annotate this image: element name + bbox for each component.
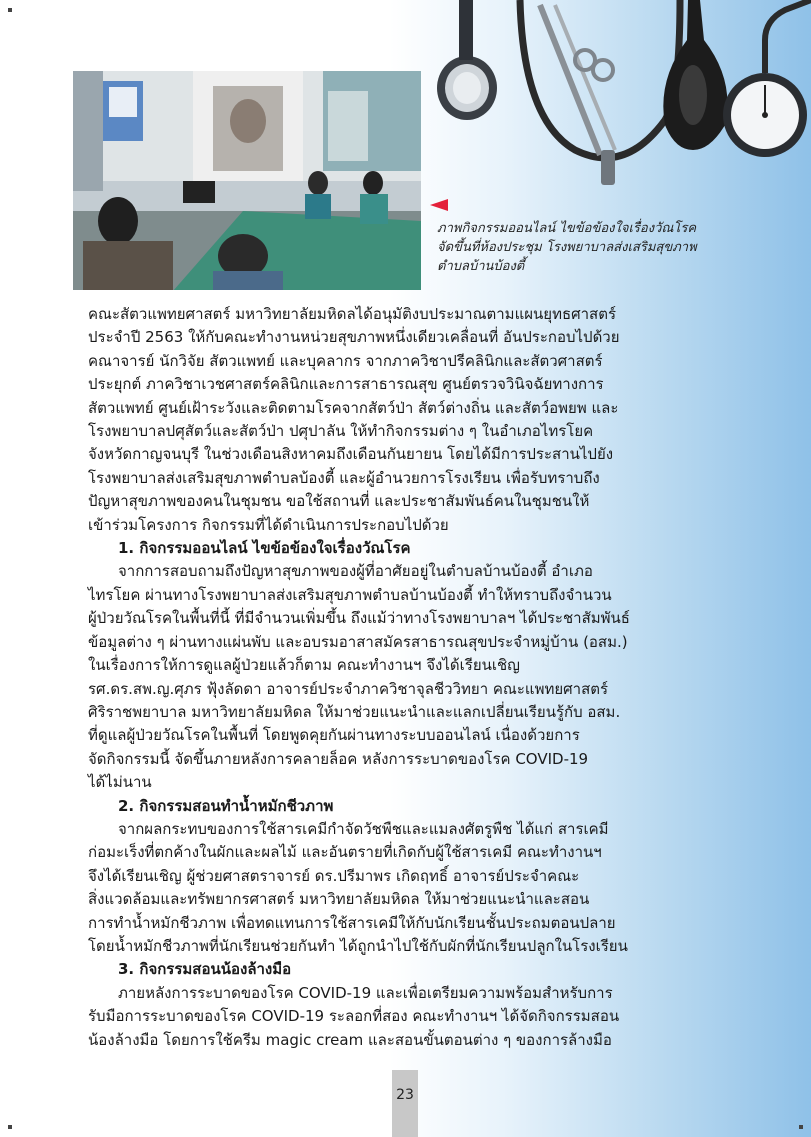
body-line: จากผลกระทบของการใช้สารเคมีกำจัดวัชพืชและแมลงศัตรูพืช ได้แก่ สารเคมี (118, 819, 609, 838)
body-line: โรงพยาบาลปศุสัตว์และสัตว์ป่า ปศุปาลัน ให้ทำกิจกรรมต่าง ๆ ในอำเภอไทรโยค (88, 422, 594, 441)
body-line: ได้ไม่นาน (88, 773, 152, 792)
body-line: การทำน้ำหมักชีวภาพ เพื่อทดแทนการใช้สารเคมีให้กับนักเรียนชั้นประถมตอนปลาย (88, 913, 616, 932)
body-line: ที่ดูแลผู้ป่วยวัณโรคในพื้นที่ โดยพูดคุยกันผ่านทางระบบออนไลน์ เนื่องด้วยการ (88, 726, 580, 745)
body-line: จึงได้เรียนเชิญ ผู้ช่วยศาสตราจารย์ ดร.ปรีมาพร เกิดฤทธิ์ อาจารย์ประจำคณะ (88, 866, 580, 885)
body-line: จัดกิจกรรมนี้ จัดขึ้นภายหลังการคลายล็อค หลังการระบาดของโรค COVID-19 (88, 749, 589, 768)
body-line: ข้อมูลต่าง ๆ ผ่านทางแผ่นพับ และอบรมอาสาสมัครสาธารณสุขประจำหมู่บ้าน (อสม.) (88, 632, 628, 651)
crop-mark (8, 1125, 12, 1129)
caption-pointer-arrow (430, 199, 448, 211)
body-line: เข้าร่วมโครงการ กิจกรรมที่ได้ดำเนินการประกอบไปด้วย (88, 515, 449, 534)
photo-caption (437, 219, 767, 276)
body-line: น้องล้างมือ โดยการใช้ครีม magic cream และสอนขั้นตอนต่าง ๆ ของการล้างมือ (88, 1030, 612, 1049)
caption-line: ตำบลบ้านบ้องตี้ (437, 259, 525, 274)
meeting-photo (73, 71, 421, 290)
body-line: ก่อมะเร็งที่ตกค้างในผักและผลไม้ และอันตรายที่เกิดกับผู้ใช้สารเคมี คณะทำงานฯ (88, 843, 602, 862)
section-heading: 3. กิจกรรมสอนน้องล้างมือ (118, 960, 292, 979)
page-number: 23 (396, 1087, 414, 1103)
section-heading: 2. กิจกรรมสอนทำน้ำหมักชีวภาพ (118, 796, 334, 815)
body-line: ภายหลังการระบาดของโรค COVID-19 และเพื่อเตรียมความพร้อมสำหรับการ (118, 983, 613, 1002)
article-body (88, 303, 748, 1052)
body-line: โดยน้ำหมักชีวภาพที่นักเรียนช่วยกันทำ ได้ถูกนำไปใช้กับผักที่นักเรียนปลูกในโรงเรียน (88, 936, 628, 955)
medical-tools-illustration (425, 0, 811, 195)
body-line: รศ.ดร.สพ.ญ.ศุภร ฟุ้งลัดดา อาจารย์ประจำภาควิชาจุลชีววิทยา คณะแพทยศาสตร์ (88, 679, 609, 698)
body-line: รับมือการระบาดของโรค COVID-19 ระลอกที่สอง คณะทำงานฯ ได้จัดกิจกรรมสอน (88, 1007, 620, 1026)
crop-mark (8, 8, 12, 12)
body-line: สิ่งแวดล้อมและทรัพยากรศาสตร์ มหาวิทยาลัยมหิดล ให้มาช่วยแนะนำและสอน (88, 890, 590, 909)
body-line: ผู้ป่วยวัณโรคในพื้นที่นี้ ที่มีจำนวนเพิ่มขึ้น ถึงแม้ว่าทางโรงพยาบาลฯ ได้ประชาสัมพันธ์ (88, 609, 630, 628)
body-line: ศิริราชพยาบาล มหาวิทยาลัยมหิดล ให้มาช่วยแนะนำและแลกเปลี่ยนเรียนรู้กับ อสม. (88, 702, 621, 721)
body-line: ประยุกต์ ภาควิชาเวชศาสตร์คลินิกและการสาธารณสุข ศูนย์ตรวจวินิจฉัยทางการ (88, 375, 604, 394)
stethoscope-icon (425, 0, 811, 195)
body-line: ประจำปี 2563 ให้กับคณะทำงานหน่วยสุขภาพหนึ่งเดียวเคลื่อนที่ อันประกอบไปด้วย (88, 328, 620, 347)
body-line: คณาจารย์ นักวิจัย สัตวแพทย์ และบุคลากร จากภาควิชาปรีคลินิกและสัตวศาสตร์ (88, 351, 603, 370)
body-line: ปัญหาสุขภาพของคนในชุมชน ขอใช้สถานที่ และประชาสัมพันธ์คนในชุมชนให้ (88, 492, 590, 511)
body-line: จากการสอบถามถึงปัญหาสุขภาพของผู้ที่อาศัยอยู่ในตำบลบ้านบ้องตี้ อำเภอ (118, 562, 593, 581)
body-line: จังหวัดกาญจนบุรี ในช่วงเดือนสิงหาคมถึงเดือนกันยายน โดยได้มีการประสานไปยัง (88, 445, 614, 464)
body-line: โรงพยาบาลส่งเสริมสุขภาพตำบลบ้องตี้ และผู้อำนวยการโรงเรียน เพื่อรับทราบถึง (88, 468, 600, 487)
body-line: ในเรื่องการให้การดูแลผู้ป่วยแล้วก็ตาม คณะทำงานฯ จึงได้เรียนเชิญ (88, 656, 520, 675)
page-number-tab (392, 1070, 418, 1137)
body-line: สัตวแพทย์ ศูนย์เฝ้าระวังและติดตามโรคจากสัตว์ป่า สัตว์ต่างถิ่น และสัตว์อพยพ และ (88, 398, 619, 417)
body-line: คณะสัตวแพทยศาสตร์ มหาวิทยาลัยมหิดลได้อนุมัติงบประมาณตามแผนยุทธศาสตร์ (88, 305, 617, 323)
caption-line: ภาพกิจกรรมออนไลน์ ไขข้อข้องใจเรื่องวัณโรค (437, 221, 697, 236)
caption-line: จัดขึ้นที่ห้องประชุม โรงพยาบาลส่งเสริมสุขภาพ (437, 240, 697, 255)
body-line: ไทรโยค ผ่านทางโรงพยาบาลส่งเสริมสุขภาพตำบลบ้านบ้องตี้ ทำให้ทราบถึงจำนวน (88, 585, 612, 604)
section-heading: 1. กิจกรรมออนไลน์ ไขข้อข้องใจเรื่องวัณโรค (118, 539, 411, 558)
crop-mark (799, 1125, 803, 1129)
